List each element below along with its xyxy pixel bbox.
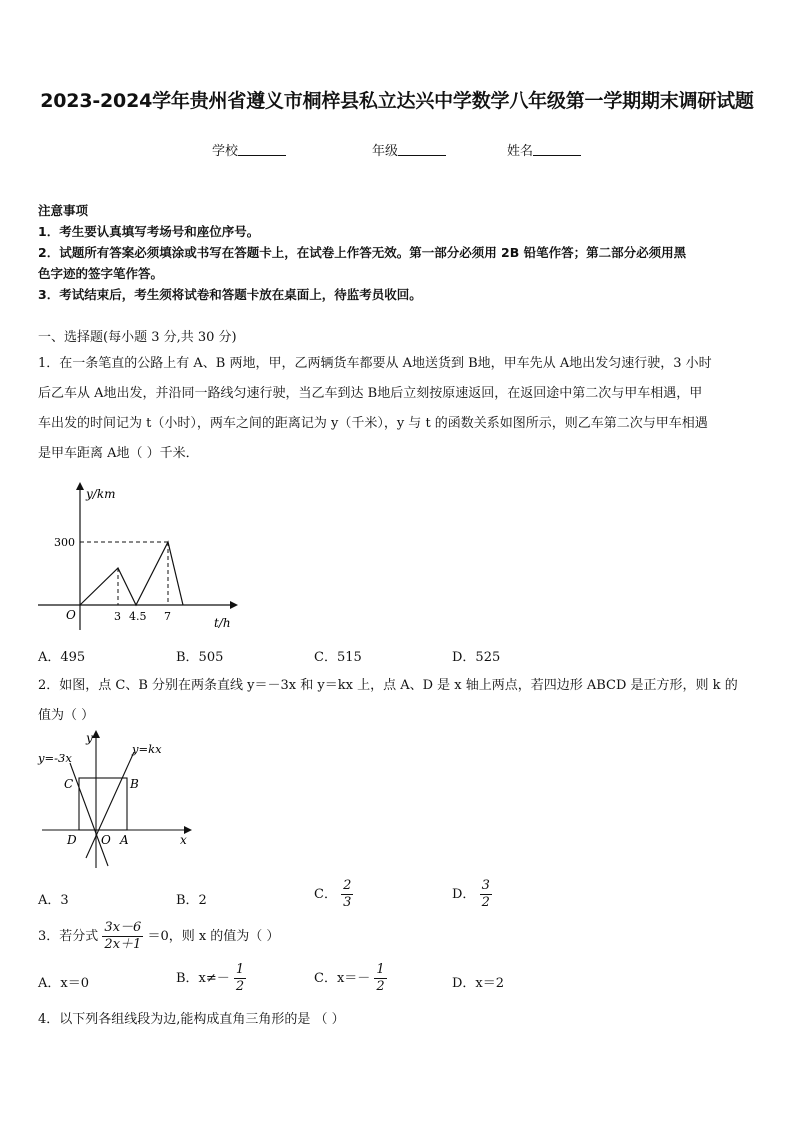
label-b: B [130, 777, 139, 791]
q2-option-d-prefix: D． [452, 887, 476, 902]
notes-heading: 注意事项 [38, 203, 89, 218]
page-title: 2023-2024学年贵州省遵义市桐梓县私立达兴中学数学八年级第一学期期末调研试题 [40, 90, 754, 112]
note-line: 3．考试结束后，考生须将试卷和答题卡放在桌面上，待监考员收回。 [38, 287, 422, 302]
school-field[interactable] [212, 140, 286, 159]
fraction-numerator: 1 [235, 962, 245, 977]
school-blank[interactable] [238, 143, 286, 156]
note-line: 色字迹的签字笔作答。 [38, 266, 164, 281]
q2-option-a[interactable]: A．3 [38, 893, 69, 908]
origin-label: O [66, 608, 76, 622]
fraction-denominator: 2x＋1 [104, 937, 142, 952]
q1-option-b[interactable]: B．505 [176, 650, 224, 665]
x-tick-3: 3 [114, 610, 121, 623]
label-x: x [180, 833, 187, 847]
fraction [341, 878, 353, 911]
question-4: 4．以下列各组线段为边,能构成直角三角形的是 （ ） [38, 1012, 345, 1027]
fraction-numerator: 3x－6 [104, 920, 142, 935]
q1-line: 车出发的时间记为 t（小时），两车之间的距离记为 y（千米），y 与 t 的函数关系如图所示，则乙车第二次与甲车相遇 [38, 416, 708, 431]
q1-line: 1．在一条笔直的公路上有 A、B 两地，甲，乙两辆货车都要从 A地送货到 B地，甲车先从 A地出发匀速行驶，3 小时 [38, 356, 712, 371]
question-1 [38, 349, 758, 469]
q2-figure [34, 728, 204, 873]
school-label: 学校 [212, 144, 239, 159]
q2-option-b[interactable]: B．2 [176, 893, 207, 908]
label-a: A [120, 833, 129, 847]
q1-line: 后乙车从 A地出发，并沿同一路线匀速行驶，当乙车到达 B地后立刻按原速返回，在返回途中第二次与甲车相遇，甲 [38, 386, 703, 401]
q2-option-d[interactable] [452, 878, 492, 911]
square-abcd [79, 778, 127, 830]
name-label: 姓名 [507, 144, 534, 159]
label-o: O [101, 833, 111, 847]
note-line: 2．试题所有答案必须填涂或书写在答题卡上，在试卷上作答无效。第一部分必须用 2B 铅笔作答；第二部分必须用黑 [38, 245, 687, 260]
q3-option-d[interactable]: D．x＝2 [452, 976, 505, 991]
question-2 [38, 671, 758, 731]
section-heading: 一、选择题(每小题 3 分,共 30 分) [38, 330, 237, 345]
name-field[interactable] [507, 140, 581, 159]
q3-fraction [102, 920, 143, 953]
q3-prefix: 3．若分式 [38, 929, 99, 944]
x-axis-label: t/h [214, 616, 231, 630]
grade-blank[interactable] [398, 143, 446, 156]
q2-option-c-prefix: C． [314, 887, 337, 902]
q3-option-b-prefix: B．x≠－ [176, 971, 230, 986]
fraction-denominator: 2 [376, 979, 385, 994]
note-line: 1．考生要认真填写考场号和座位序号。 [38, 224, 260, 239]
q1-option-d[interactable]: D．525 [452, 650, 501, 665]
label-d: D [67, 833, 77, 847]
q3-option-c-prefix: C．x＝－ [314, 971, 371, 986]
q2-line: 2．如图，点 C、B 分别在两条直线 y＝－3x 和 y＝kx 上，点 A、D 是 x 轴上两点，若四边形 ABCD 是正方形，则 k 的 [38, 678, 738, 693]
q3-option-b[interactable] [176, 962, 246, 995]
fraction-denominator: 2 [481, 895, 490, 910]
y-arrow [92, 730, 100, 738]
q1-option-c[interactable]: C．515 [314, 650, 362, 665]
label-c: C [64, 777, 74, 791]
notes-block [38, 200, 758, 305]
q2-line: 值为（ ） [38, 708, 95, 723]
fraction-numerator: 1 [376, 962, 385, 977]
question-3 [38, 920, 758, 953]
x-tick-4.5: 4.5 [129, 610, 147, 623]
q2-option-c[interactable] [314, 878, 353, 911]
fraction [234, 962, 246, 995]
q3-suffix: ＝0，则 x 的值为（ ） [147, 929, 280, 944]
y-tick-300: 300 [54, 536, 75, 549]
grade-label: 年级 [372, 144, 399, 159]
label-y: y [86, 731, 93, 745]
grade-field[interactable] [372, 140, 446, 159]
y-arrow [76, 482, 84, 490]
line2-label: y=kx [132, 742, 162, 756]
line1-label: y=-3x [38, 751, 72, 765]
q3-option-a[interactable]: A．x＝0 [38, 976, 89, 991]
fraction-numerator: 3 [481, 878, 490, 893]
x-tick-7: 7 [164, 610, 171, 623]
q1-graph [30, 480, 250, 635]
fraction [374, 962, 386, 995]
fraction-numerator: 2 [343, 878, 352, 893]
fraction-denominator: 3 [343, 895, 352, 910]
fraction-denominator: 2 [235, 979, 245, 994]
q1-option-a[interactable]: A．495 [38, 650, 86, 665]
q3-option-c[interactable] [314, 962, 387, 995]
y-axis-label: y/km [86, 487, 116, 501]
name-blank[interactable] [533, 143, 581, 156]
q1-line: 是甲车距离 A地（ ）千米． [38, 446, 199, 461]
fraction [480, 878, 492, 911]
x-arrow [230, 601, 238, 609]
